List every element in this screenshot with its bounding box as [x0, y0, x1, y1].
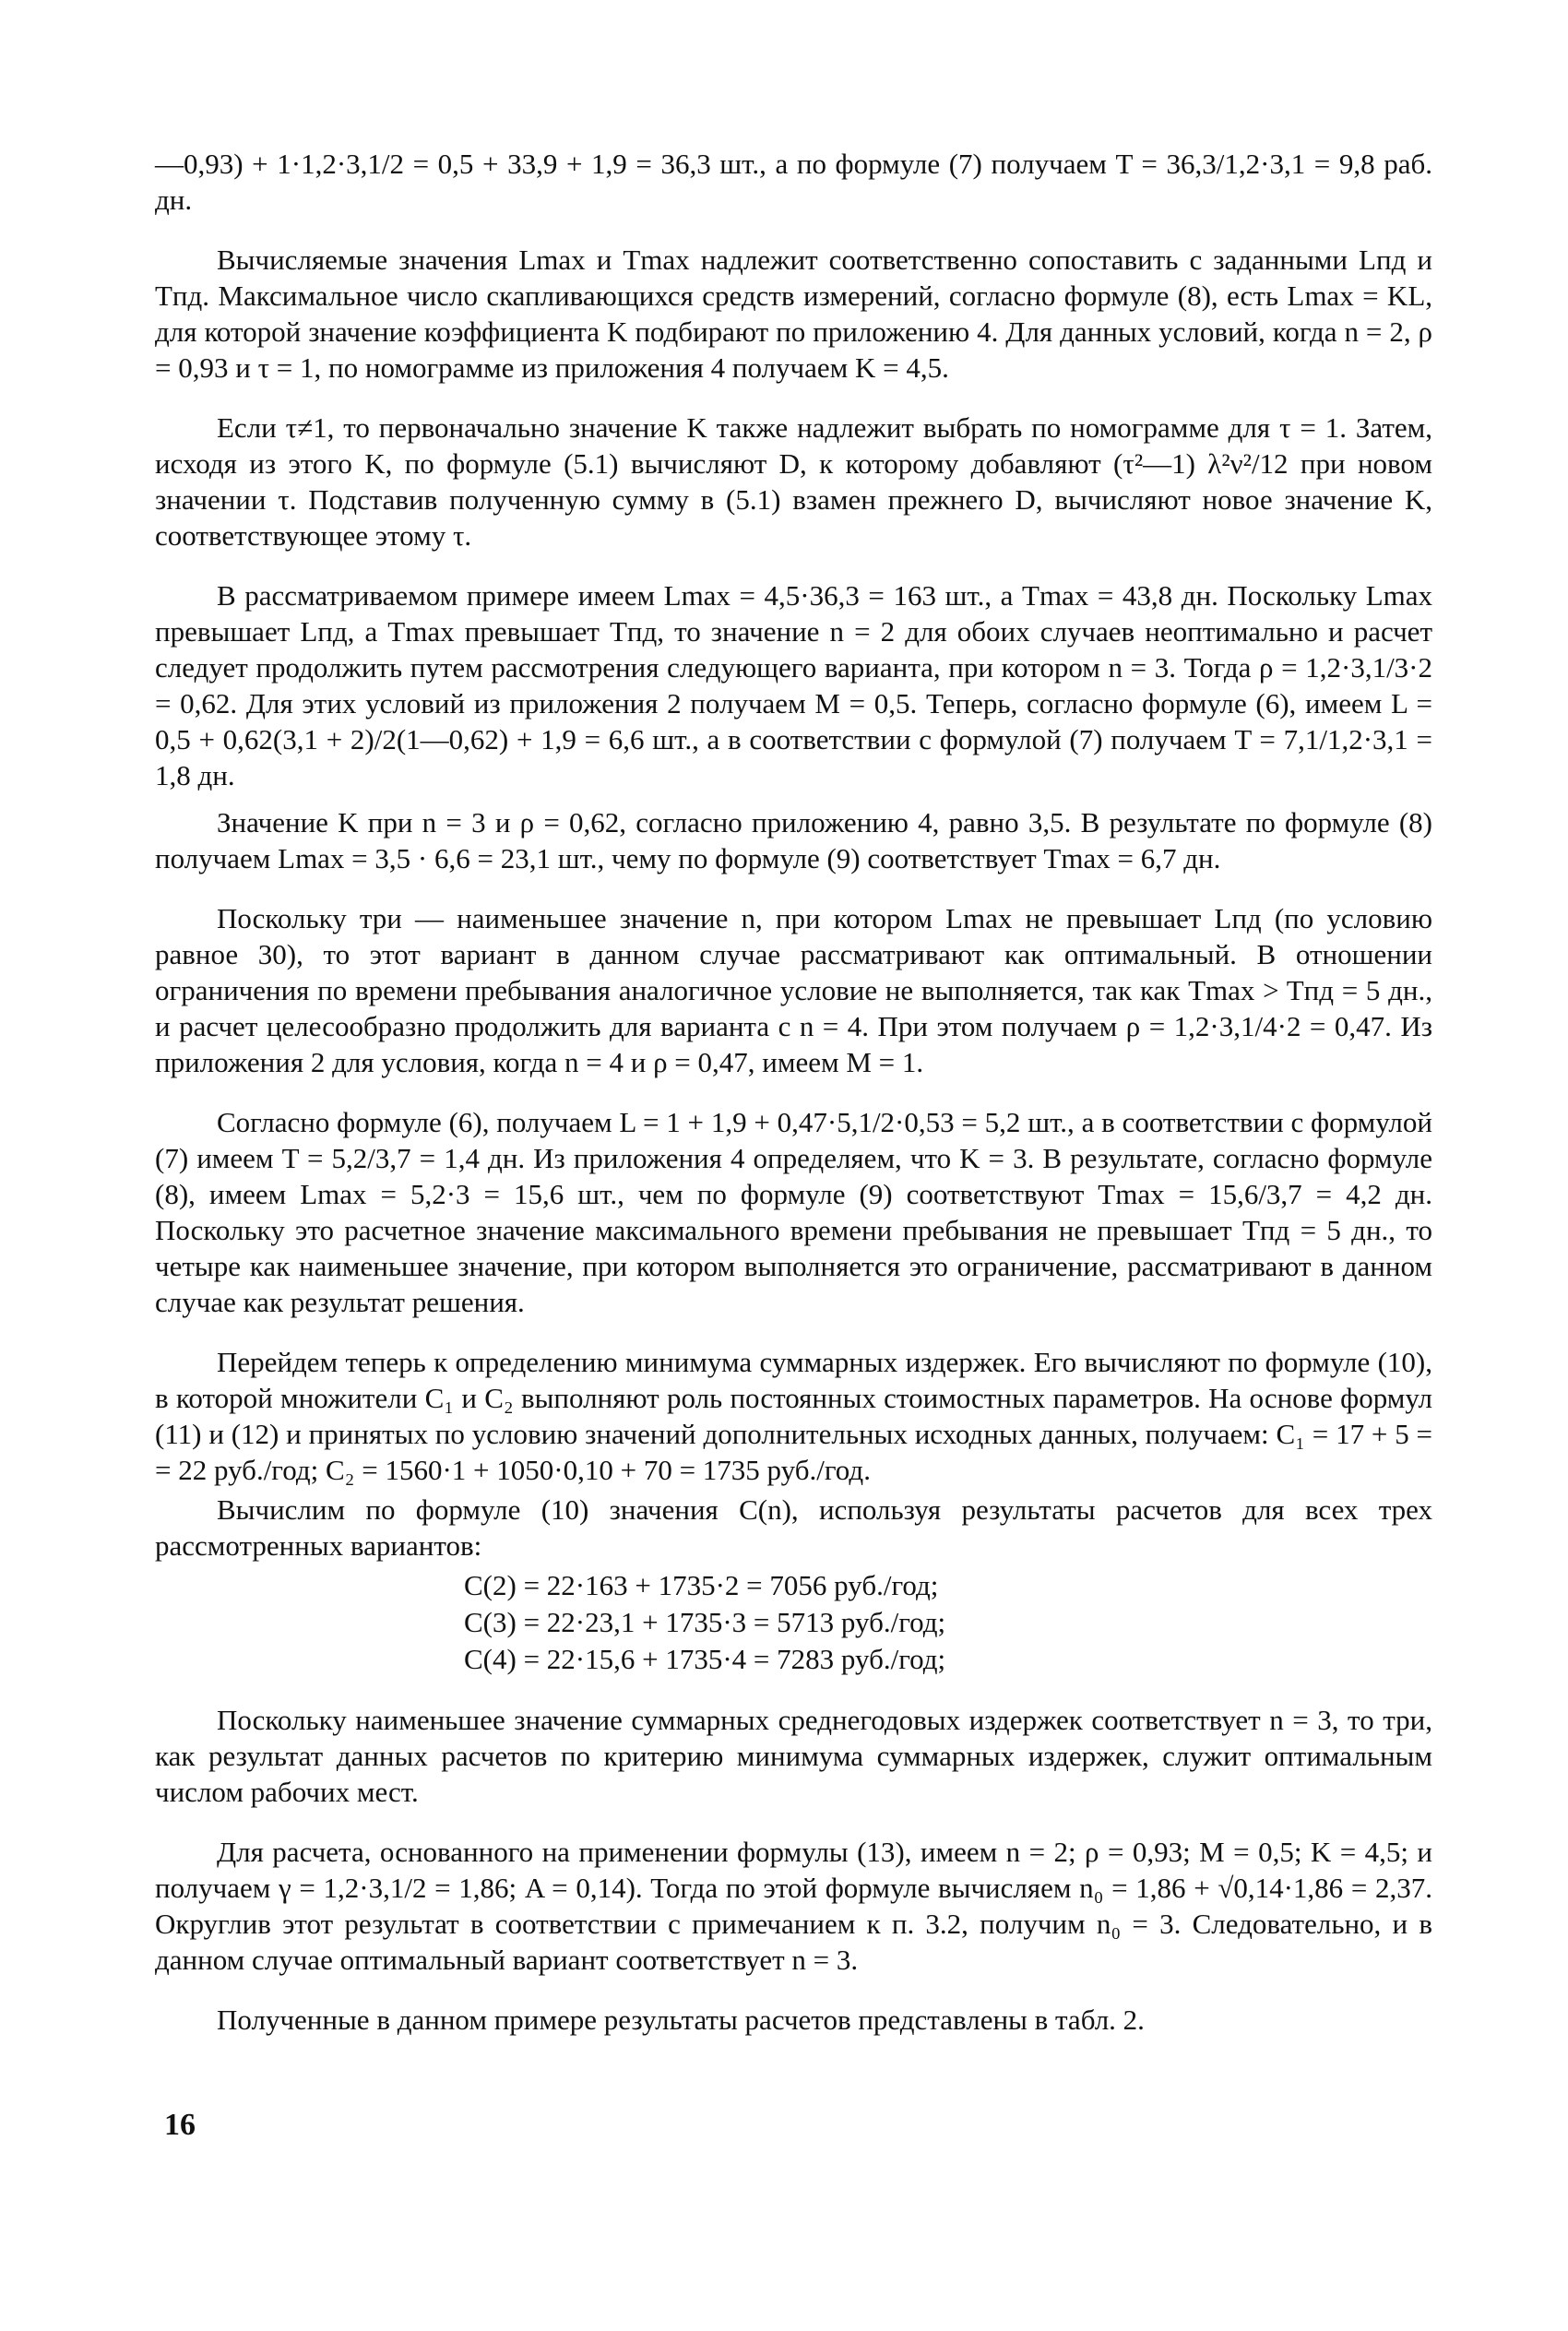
paragraph: Значение K при n = 3 и ρ = 0,62, согласно приложению 4, равно 3,5. В результате по формуле (8) получаем Lmax = 3,5 · 6,6 = 23,1 шт., чему по формуле (9) соответствует Tmax = 6,7 дн. [155, 806, 1432, 874]
formula-block [155, 1567, 1432, 1678]
formula-line: C(4) = 22·15,6 + 1735·4 = 7283 руб./год; [464, 1643, 946, 1675]
paragraph: Для расчета, основанного на применении формулы (13), имеем n = 2; ρ = 0,93; M = 0,5; K = 4,5; и получаем γ = 1,2·3,1/2 = 1,86; A = 0,14). Тогда по этой формуле вычисляем n₀ = 1,86 + √0,14·1,86 = 2,37. Округлив этот результат в соответствии с примечанием к п. 3.2, получим n₀ = 3. Следовательно, и в данном случае оптимальный вариант соответствует n = 3. [155, 1836, 1432, 1976]
paragraph: Поскольку три — наименьшее значение n, при котором Lmax не превышает Lпд (по условию равное 30), то этот вариант в данном случае рассматривают как оптимальный. В отношении ограничения по времени пребывания аналогичное условие не выполняется, так как Tmax > Tпд = 5 дн., и расчет целесообразно продолжить для варианта с n = 4. При этом получаем ρ = 1,2·3,1/4·2 = 0,47. Из приложения 2 для условия, когда n = 4 и ρ = 0,47, имеем M = 1. [155, 902, 1432, 1078]
paragraph: Поскольку наименьшее значение суммарных среднегодовых издержек соответствует n = 3, то три, как результат данных расчетов по критерию минимума суммарных издержек, служит оптимальным числом рабочих мест. [155, 1704, 1432, 1808]
page-number: 16 [164, 2108, 196, 2142]
paragraph: Вычислим по формуле (10) значения C(n), используя результаты расчетов для всех трех рассмотренных вариантов: [155, 1493, 1432, 1562]
paragraph: Согласно формуле (6), получаем L = 1 + 1,9 + 0,47·5,1/2·0,53 = 5,2 шт., а в соответствии с формулой (7) имеем T = 5,2/3,7 = 1,4 дн. Из приложения 4 определяем, что K = 3. В результате, согласно формуле (8), имеем Lmax = 5,2·3 = 15,6 шт., чем по формуле (9) соответствуют Tmax = 15,6/3,7 = 4,2 дн. Поскольку это расчетное значение максимального времени пребывания не превышает Tпд = 5 дн., то четыре как наименьшее значение, при котором выполняется это ограничение, рассматривают в данном случае как результат решения. [155, 1106, 1432, 1318]
paragraph: —0,93) + 1·1,2·3,1/2 = 0,5 + 33,9 + 1,9 = 36,3 шт., а по формуле (7) получаем T = 36,3/1,2·3,1 = 9,8 раб. дн. [155, 148, 1432, 216]
paragraph: В рассматриваемом примере имеем Lmax = 4,5·36,3 = 163 шт., а Tmax = 43,8 дн. Поскольку Lmax превышает Lпд, а Tmax превышает Tпд, то значение n = 2 для обоих случаев неоптимально и расчет следует продолжить путем рассмотрения следующего варианта, при котором n = 3. Тогда ρ = 1,2·3,1/3·2 = 0,62. Для этих условий из приложения 2 получаем M = 0,5. Теперь, согласно формуле (6), имеем L = 0,5 + 0,62(3,1 + 2)/2(1—0,62) + 1,9 = 6,6 шт., а в соответствии с формулой (7) получаем T = 7,1/1,2·3,1 = 1,8 дн. [155, 579, 1432, 791]
body-text [155, 146, 1432, 2038]
paragraph: Если τ≠1, то первоначально значение K также надлежит выбрать по номограмме для τ = 1. Затем, исходя из этого K, по формуле (5.1) вычисляют D, к которому добавляют (τ²—1) λ²ν²/12 при новом значении τ. Подставив полученную сумму в (5.1) взамен прежнего D, вычисляют новое значение K, соответствующее этому τ. [155, 411, 1432, 552]
paragraph: Полученные в данном примере результаты расчетов представлены в табл. 2. [217, 2004, 1145, 2036]
paragraph: Вычисляемые значения Lmax и Tmax надлежит соответственно сопоставить с заданными Lпд и Tпд. Максимальное число скапливающихся средств измерений, согласно формуле (8), есть Lmax = KL, для которой значение коэффициента K подбирают по приложению 4. Для данных условий, когда n = 2, ρ = 0,93 и τ = 1, по номограмме из приложения 4 получаем K = 4,5. [155, 244, 1432, 384]
formula-line: C(3) = 22·23,1 + 1735·3 = 5713 руб./год; [464, 1606, 946, 1638]
paragraph: Перейдем теперь к определению минимума суммарных издержек. Его вычисляют по формуле (10), в которой множители C₁ и C₂ выполняют роль постоянных стоимостных параметров. На основе формул (11) и (12) и принятых по условию значений дополнительных исходных данных, получаем: C₁ = 17 + 5 = = 22 руб./год; C₂ = 1560·1 + 1050·0,10 + 70 = 1735 руб./год. [155, 1346, 1432, 1486]
formula-line: C(2) = 22·163 + 1735·2 = 7056 руб./год; [464, 1569, 939, 1601]
